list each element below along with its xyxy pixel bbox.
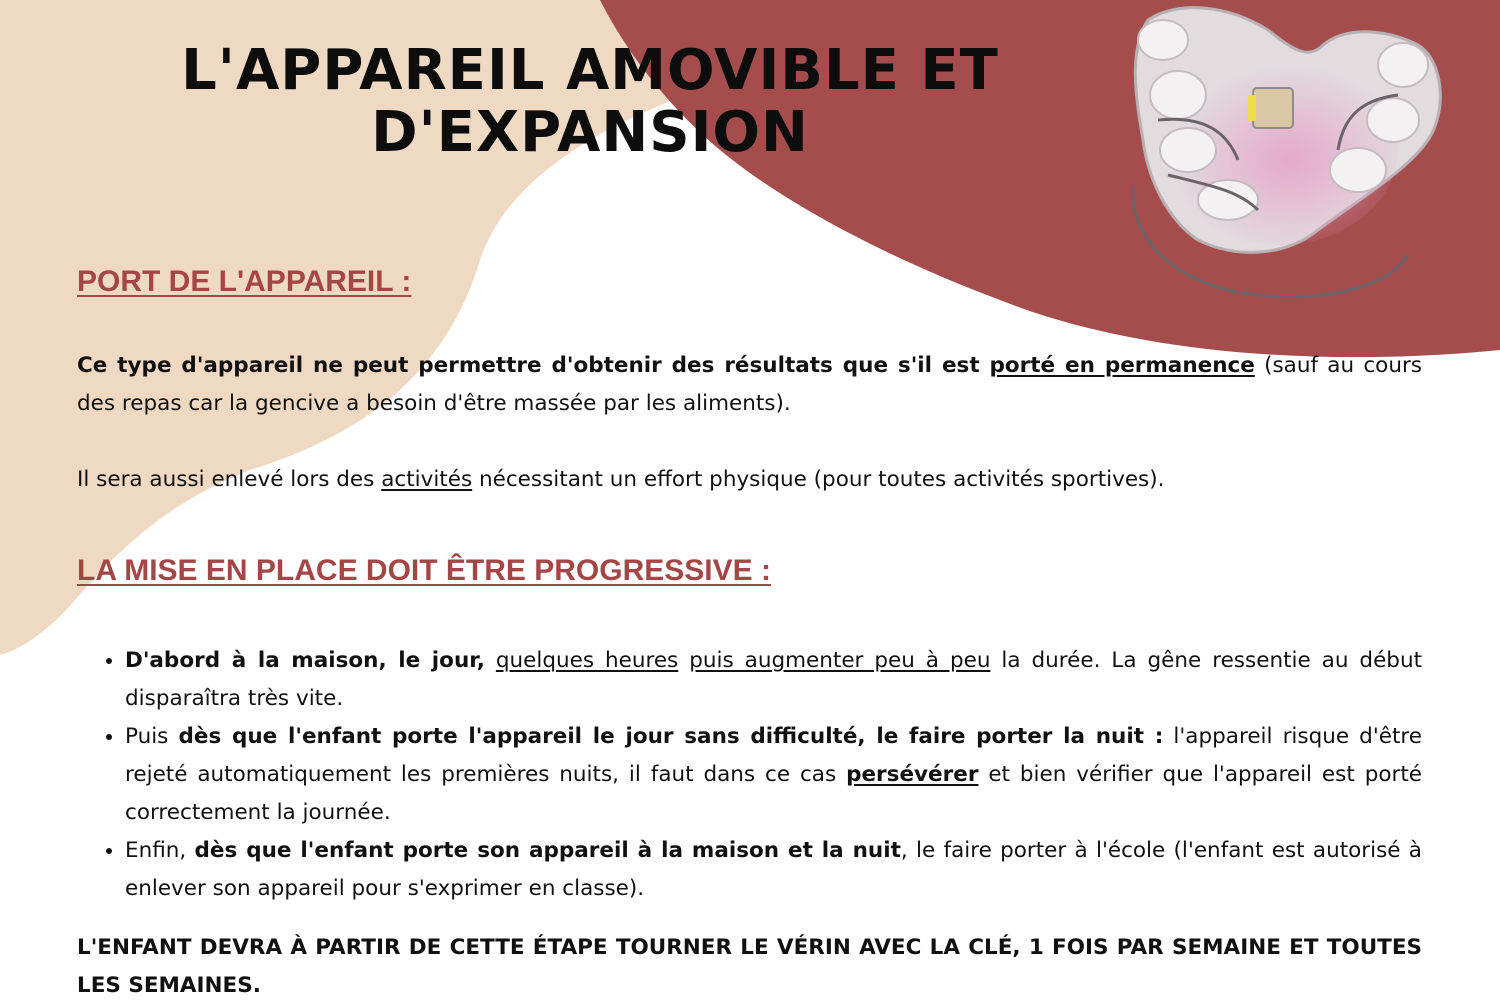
title-line-2: D'EXPANSION (371, 100, 809, 165)
section-heading-progressive: LA MISE EN PLACE DOIT ÊTRE PROGRESSIVE : (77, 554, 771, 587)
p2-underline: activités (381, 467, 473, 492)
list-item: • D'abord à la maison, le jour, quelques heures puis augmenter peu à peu la durée. La gêne ressentie au début disparaîtra très vite. (125, 642, 1422, 718)
list-item: • Puis dès que l'enfant porte l'appareil le jour sans difficulté, le faire porter la nuit : l'appareil risque d'être rejeté automatiquement les premières nuits, il faut dans ce cas persévérer et bien vérifier que l'appareil est porté correctement la journée. (125, 718, 1422, 832)
page-title (160, 40, 1020, 164)
p1-bold-underline: porté en permanence (989, 353, 1255, 378)
section-heading-port: PORT DE L'APPAREIL : (77, 265, 412, 298)
p1-bold: Ce type d'appareil ne peut permettre d'obtenir des résultats que s'il est (77, 353, 990, 378)
paragraph-activities (77, 461, 1422, 499)
expansion-screw (1253, 88, 1293, 128)
p2-pre: Il sera aussi enlevé lors des (77, 467, 382, 492)
appliance-photo (1118, 0, 1458, 305)
steps-list (77, 642, 1422, 908)
final-instruction: L'ENFANT DEVRA À PARTIR DE CETTE ÉTAPE TOURNER LE VÉRIN AVEC LA CLÉ, 1 FOIS PAR SEMAINE ET TOUTES LES SEMAINES. (77, 935, 1422, 998)
title-line-1: L'APPAREIL AMOVIBLE ET (181, 38, 999, 103)
p2-post: nécessitant un effort physique (pour toutes activités sportives). (472, 467, 1165, 492)
list-item: • Enfin, dès que l'enfant porte son appareil à la maison et la nuit, le faire porter à l'école (l'enfant est autorisé à enlever son appareil pour s'exprimer en classe). (125, 832, 1422, 908)
paragraph-port-permanent (77, 347, 1422, 423)
p1-rest: (sauf au cours des repas car la gencive a besoin d'être massée par les aliments). (77, 353, 1423, 416)
